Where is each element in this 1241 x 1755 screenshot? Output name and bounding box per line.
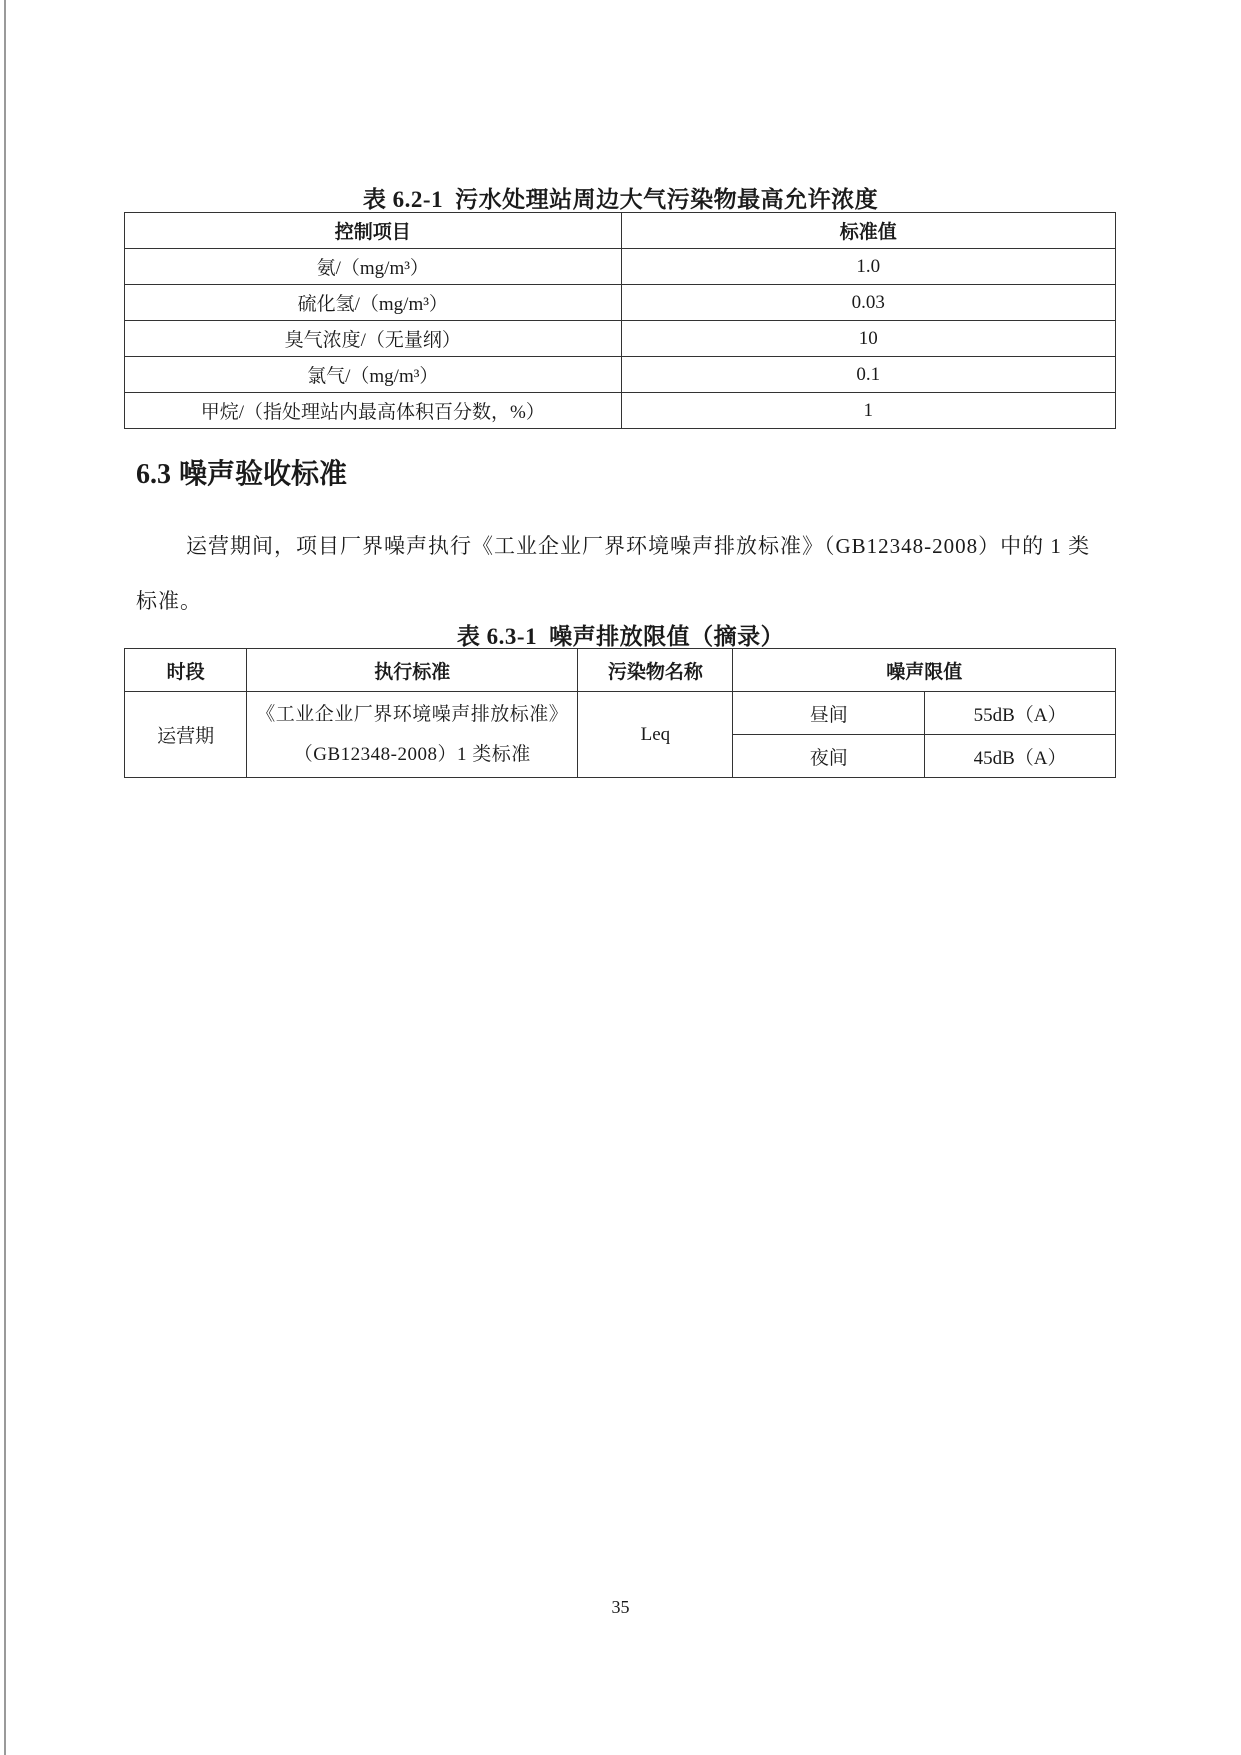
body-paragraph: 运营期间，项目厂界噪声执行《工业企业厂界环境噪声排放标准》（GB12348-2008）中的 1 类标准。	[136, 534, 1091, 613]
table2-caption-number: 表 6.3-1	[456, 624, 538, 649]
row-item: 氯气/（mg/m³）	[125, 357, 622, 393]
limit-cell: 55dB（A）	[925, 692, 1116, 735]
limit-cell: 45dB（A）	[925, 735, 1116, 778]
header-control-item: 控制项目	[125, 213, 622, 249]
row-value: 0.03	[621, 285, 1115, 321]
table2-caption	[0, 618, 1241, 651]
section-title: 噪声验收标准	[179, 459, 348, 490]
table-row	[125, 321, 1116, 357]
table-header-row	[125, 213, 1116, 249]
time-cell: 昼间	[733, 692, 925, 735]
row-value: 0.1	[621, 357, 1115, 393]
row-value: 10	[621, 321, 1115, 357]
row-item: 硫化氢/（mg/m³）	[125, 285, 622, 321]
standard-cell: 《工业企业厂界环境噪声排放标准》（GB12348-2008）1 类标准	[247, 692, 578, 778]
table2-caption-title: 噪声排放限值（摘录）	[549, 624, 785, 649]
page-number: 35	[611, 1597, 630, 1617]
pollutant-cell: Leq	[578, 692, 733, 778]
table-row	[125, 285, 1116, 321]
table-row	[125, 692, 1116, 735]
table-row	[125, 357, 1116, 393]
table1-caption-title: 污水处理站周边大气污染物最高允许浓度	[455, 187, 879, 212]
section-number: 6.3	[136, 459, 171, 490]
row-item: 甲烷/（指处理站内最高体积百分数，%）	[125, 393, 622, 429]
period-cell: 运营期	[125, 692, 247, 778]
header-pollutant: 污染物名称	[578, 649, 733, 692]
row-item: 氨/（mg/m³）	[125, 249, 622, 285]
header-noise-limit: 噪声限值	[733, 649, 1116, 692]
header-standard-value: 标准值	[621, 213, 1115, 249]
header-standard: 执行标准	[247, 649, 578, 692]
row-value: 1.0	[621, 249, 1115, 285]
header-period: 时段	[125, 649, 247, 692]
table1-caption	[0, 181, 1241, 214]
noise-limit-table	[124, 648, 1116, 778]
table-header-row	[125, 649, 1116, 692]
table-row	[125, 393, 1116, 429]
page-edge	[4, 0, 6, 1755]
air-pollutant-table	[124, 212, 1116, 429]
row-item: 臭气浓度/（无量纲）	[125, 321, 622, 357]
row-value: 1	[621, 393, 1115, 429]
table-row	[125, 249, 1116, 285]
section-heading	[136, 452, 347, 492]
time-cell: 夜间	[733, 735, 925, 778]
table1-caption-number: 表 6.2-1	[362, 187, 444, 212]
